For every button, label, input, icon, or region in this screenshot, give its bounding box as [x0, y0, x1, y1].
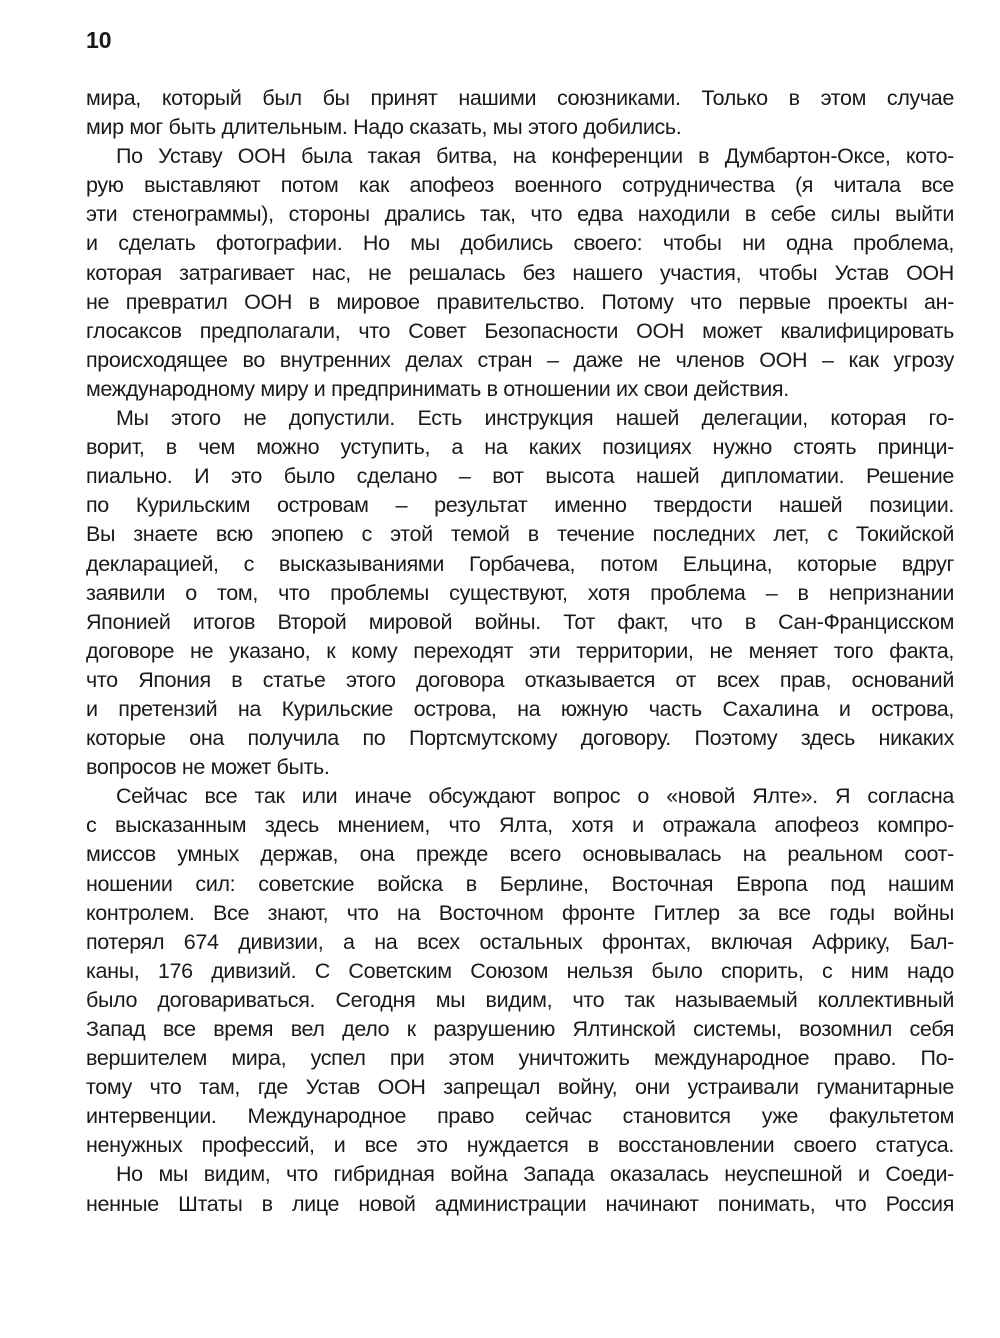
paragraph-first-line: По Уставу ООН была такая битва, на конференции в Думбартон-Оксе, кото- [116, 144, 954, 169]
paragraph-first-line: Мы этого не допустили. Есть инструкция нашей делегации, которая го- [116, 406, 954, 431]
text-line: декларацией, с высказываниями Горбачева, потом Ельцина, которые вдруг [86, 551, 954, 576]
text-line: мира, который был бы принят нашими союзниками. Только в этом случае [86, 86, 954, 110]
text-line: потерял 674 дивизии, а на всех остальных фронтах, включая Африку, Бал- [86, 929, 954, 954]
text-line: ношении сил: советские войска в Берлине, Восточная Европа под нашим [86, 871, 954, 896]
text-line: каны, 176 дивизий. С Советским Союзом нельзя было спорить, с ним надо [86, 958, 954, 983]
text-line: мир мог быть длительным. Надо сказать, мы этого добились. [86, 115, 682, 140]
text-line: по Курильским островам – результат именно твердости нашей позиции. [86, 493, 954, 518]
text-line: рую выставляют потом как апофеоз военного сотрудничества (я читала все [86, 173, 954, 198]
text-line: пиально. И это было сделано – вот высота нашей дипломатии. Решение [86, 464, 954, 489]
text-line: заявили о том, что проблемы существуют, хотя проблема – в непризнании [86, 580, 954, 605]
text-line: тому что там, где Устав ООН запрещал войну, они устраивали гуманитарные [86, 1075, 954, 1100]
text-line: ворит, в чем можно уступить, а на каких позициях нужно стоять принци- [86, 435, 954, 460]
text-line: которая затрагивает нас, не решалась без нашего участия, чтобы Устав ООН [86, 260, 954, 285]
text-line: миссов умных держав, она прежде всего основывалась на реальном соот- [86, 842, 954, 867]
text-line: происходящее во внутренних делах стран – даже не членов ООН – как угрозу [86, 347, 954, 372]
text-line: контролем. Все знают, что на Восточном фронте Гитлер за все годы войны [86, 900, 954, 925]
text-line: с высказанным здесь мнением, что Ялта, хотя и отражала апофеоз компро- [86, 813, 954, 838]
text-line: Вы знаете всю эпопею с этой темой в течение последних лет, с Токийской [86, 522, 954, 547]
text-line: глосаксов предполагали, что Совет Безопасности ООН может квалифицировать [86, 318, 954, 343]
text-line: вопросов не может быть. [86, 755, 330, 780]
page-number: 10 [86, 27, 112, 53]
text-line: было договариваться. Сегодня мы видим, что так называемый коллективный [86, 987, 954, 1012]
text-line: которые она получила по Портсмутскому договору. Поэтому здесь никаких [86, 726, 954, 751]
text-line: эти стенограммы), стороны дрались так, что едва находили в себе силы выйти [86, 202, 954, 227]
text-line: ненные Штаты в лице новой администрации начинают понимать, что Россия [86, 1191, 954, 1216]
text-line: интервенции. Международное право сейчас становится уже факультетом [86, 1104, 954, 1129]
text-line: международному миру и предпринимать в отношении их свои действия. [86, 376, 789, 401]
text-line: ненужных профессий, и все это нуждается в восстановлении своего статуса. [86, 1133, 954, 1158]
paragraph-first-line: Сейчас все так или иначе обсуждают вопрос о «новой Ялте». Я согласна [116, 784, 954, 809]
text-line: и сделать фотографии. Но мы добились своего: чтобы ни одна проблема, [86, 231, 954, 256]
text-line: не превратил ООН в мировое правительство. Потому что первые проекты ан- [86, 289, 954, 314]
paragraph-first-line: Но мы видим, что гибридная война Запада оказалась неуспешной и Соеди- [116, 1162, 954, 1187]
body-text [86, 84, 954, 1219]
text-line: вершителем мира, успел при этом уничтожить международное право. По- [86, 1046, 954, 1071]
text-line: и претензий на Курильские острова, на южную часть Сахалина и острова, [86, 696, 954, 721]
text-line: Японией итогов Второй мировой войны. Тот факт, что в Сан-Францисском [86, 609, 954, 634]
text-line: Запад все время вел дело к разрушению Ялтинской системы, возомнил себя [86, 1017, 954, 1041]
text-line: договоре не указано, к кому переходят эти территории, не меняет того факта, [86, 638, 954, 663]
text-line: что Япония в статье этого договора отказывается от всех прав, оснований [86, 667, 954, 692]
